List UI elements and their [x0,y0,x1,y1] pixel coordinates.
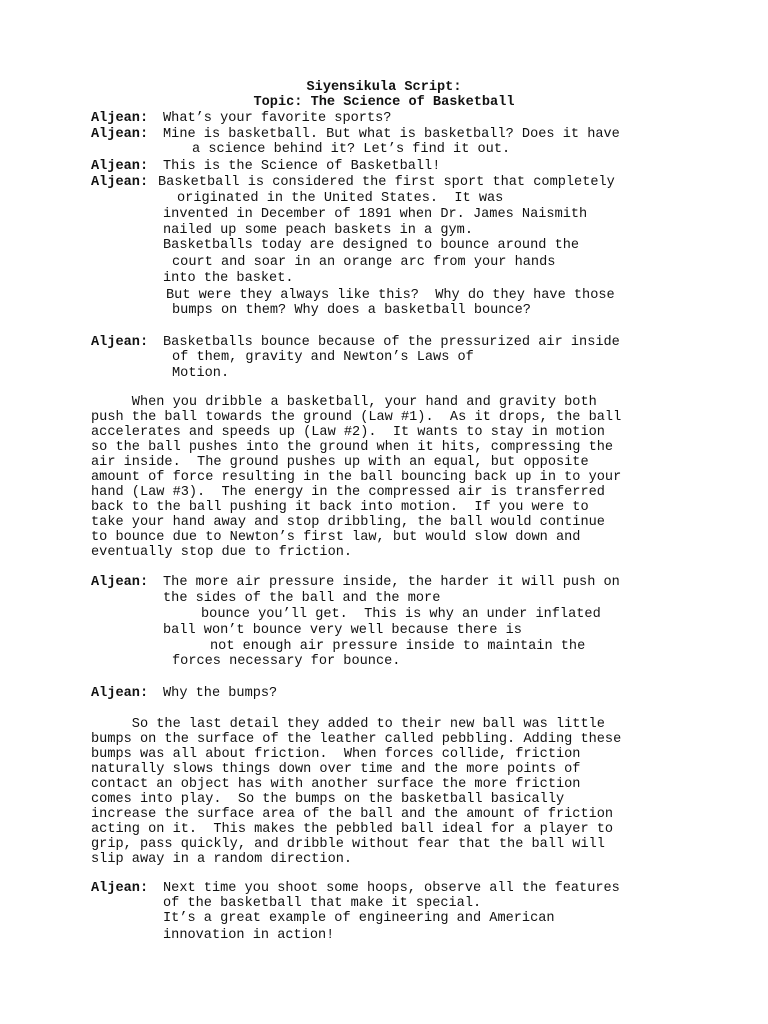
dialogue-line: Basketball is considered the first sport that completely [158,175,615,190]
dialogue-line: not enough air pressure inside to maintain the [210,639,586,654]
speaker-label: Aljean: [91,881,149,896]
narration-line: When you dribble a basketball, your hand and gravity both [91,395,597,410]
narration-line: slip away in a random direction. [91,852,353,867]
narration-line: take your hand away and stop dribbling, the ball would continue [91,515,605,530]
speaker-label: Aljean: [91,575,149,590]
narration-line: acting on it. This makes the pebbled ball ideal for a player to [91,822,614,837]
dialogue-line: of them, gravity and Newton’s Laws of [172,350,474,365]
narration-line: air inside. The ground pushes up with an equal, but opposite [91,455,589,470]
dialogue-line: forces necessary for bounce. [172,654,401,669]
dialogue-line: It’s a great example of engineering and American [163,911,555,926]
narration-line: eventually stop due to friction. [91,545,353,560]
narration-line: grip, pass quickly, and dribble without fear that the ball will [91,837,605,852]
narration-line: comes into play. So the bumps on the basketball basically [91,792,565,807]
speaker-label: Aljean: [91,175,149,190]
dialogue-line: Mine is basketball. But what is basketball? Does it have [163,127,620,142]
narration-line: so the ball pushes into the ground when it hits, compressing the [91,440,614,455]
dialogue-line: into the basket. [163,271,294,286]
dialogue-line: The more air pressure inside, the harder it will push on [163,575,620,590]
dialogue-line: bumps on them? Why does a basketball bounce? [172,303,531,318]
dialogue-line: Basketballs bounce because of the pressurized air inside [163,335,620,350]
dialogue-line: nailed up some peach baskets in a gym. [163,223,473,238]
dialogue-line: What’s your favorite sports? [163,111,392,126]
dialogue-line: This is the Science of Basketball! [163,159,441,174]
dialogue-line: a science behind it? Let’s find it out. [192,142,511,157]
dialogue-line: Motion. [172,366,230,381]
narration-line: bumps on the surface of the leather called pebbling. Adding these [91,732,622,747]
narration-line: push the ball towards the ground (Law #1). As it drops, the ball [91,410,622,425]
narration-line: back to the ball pushing it back into motion. If you were to [91,500,589,515]
narration-line: accelerates and speeds up (Law #2). It wants to stay in motion [91,425,605,440]
speaker-label: Aljean: [91,686,149,701]
dialogue-line: innovation in action! [163,928,335,943]
speaker-label: Aljean: [91,335,149,350]
dialogue-line: the sides of the ball and the more [163,591,441,606]
dialogue-line: But were they always like this? Why do they have those [166,288,615,303]
dialogue-line: invented in December of 1891 when Dr. James Naismith [163,207,588,222]
narration-line: hand (Law #3). The energy in the compressed air is transferred [91,485,605,500]
dialogue-line: Why the bumps? [163,686,278,701]
speaker-label: Aljean: [91,111,149,126]
dialogue-line: Basketballs today are designed to bounce around the [163,238,580,253]
narration-line: bumps was all about friction. When forces collide, friction [91,747,581,762]
dialogue-line: bounce you’ll get. This is why an under inflated [201,607,601,622]
speaker-label: Aljean: [91,127,149,142]
narration-line: increase the surface area of the ball and the amount of friction [91,807,614,822]
dialogue-line: of the basketball that make it special. [163,896,482,911]
narration-line: contact an object has with another surface the more friction [91,777,581,792]
script-title: Siyensikula Script: [306,80,462,95]
dialogue-line: Next time you shoot some hoops, observe all the features [163,881,620,896]
dialogue-line: court and soar in an orange arc from your hands [172,255,556,270]
dialogue-line: originated in the United States. It was [177,191,504,206]
speaker-label: Aljean: [91,159,149,174]
narration-line: naturally slows things down over time and the more points of [91,762,581,777]
narration-line: amount of force resulting in the ball bouncing back up in to your [91,470,622,485]
narration-line: to bounce due to Newton’s first law, but would slow down and [91,530,581,545]
dialogue-line: ball won’t bounce very well because there is [163,623,522,638]
narration-line: So the last detail they added to their new ball was little [91,717,605,732]
script-topic: Topic: The Science of Basketball [253,95,515,110]
